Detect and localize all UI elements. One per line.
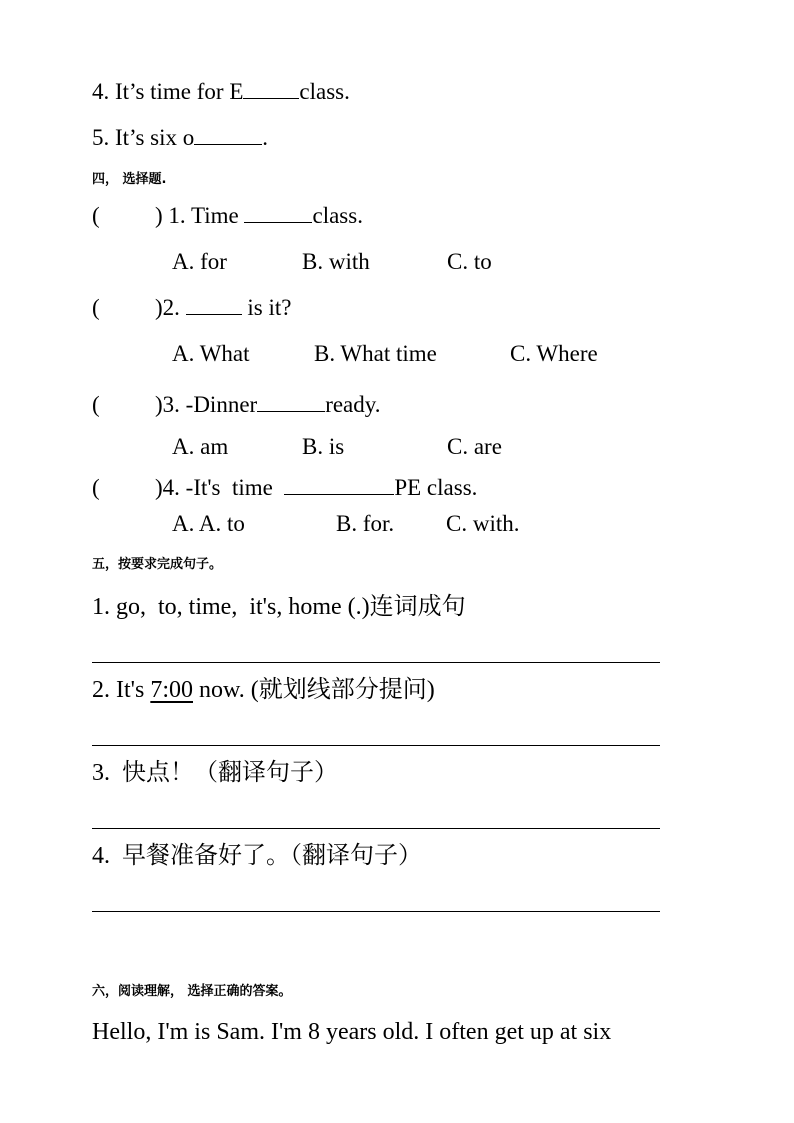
fill-in-question-4: 4. It’s time for E class.: [92, 79, 350, 104]
choice-question-1: ) 1. Time class.: [155, 203, 363, 228]
section-4-title: 四， 选择题.: [92, 172, 167, 187]
option-a[interactable]: A. for: [172, 249, 227, 274]
option-c[interactable]: C. Where: [510, 341, 598, 366]
answer-blank[interactable]: [257, 391, 325, 412]
option-b[interactable]: B. with: [302, 249, 370, 274]
sentence-task-2: 2. It's 7:00 now. (就划线部分提问): [92, 677, 435, 703]
choice-question-4: )4. -It's time PE class.: [155, 475, 478, 500]
answer-paren[interactable]: (: [92, 295, 100, 320]
sentence-task-4: 4. 早餐准备好了。（翻译句子）: [92, 843, 422, 869]
answer-blank[interactable]: [186, 294, 242, 315]
option-b[interactable]: B. for.: [336, 511, 395, 536]
answer-blank[interactable]: [284, 474, 394, 495]
option-a[interactable]: A. A. to: [172, 511, 245, 536]
sentence-task-3: 3. 快点！（翻译句子）: [92, 760, 338, 786]
answer-line[interactable]: [92, 662, 660, 663]
option-c[interactable]: C. are: [447, 434, 502, 459]
choice-question-2: )2. is it?: [155, 295, 292, 320]
answer-blank[interactable]: [244, 202, 312, 223]
fill-in-question-5: 5. It’s six o .: [92, 125, 268, 150]
reading-passage: Hello, I'm is Sam. I'm 8 years old. I often get up at six: [92, 1019, 612, 1045]
sentence-task-1: 1. go, to, time, it's, home (.)连词成句: [92, 594, 466, 620]
answer-blank[interactable]: [194, 124, 262, 145]
option-a[interactable]: A. What: [172, 341, 250, 366]
answer-paren[interactable]: (: [92, 203, 100, 228]
option-b[interactable]: B. is: [302, 434, 345, 459]
option-b[interactable]: B. What time: [314, 341, 437, 366]
answer-paren[interactable]: (: [92, 392, 100, 417]
option-a[interactable]: A. am: [172, 434, 229, 459]
answer-line[interactable]: [92, 828, 660, 829]
option-c[interactable]: C. to: [447, 249, 492, 274]
underlined-time: 7:00: [150, 677, 193, 703]
option-c[interactable]: C. with.: [446, 511, 520, 536]
answer-blank[interactable]: [243, 78, 299, 99]
answer-paren[interactable]: (: [92, 475, 100, 500]
section-6-title: 六，阅读理解， 选择正确的答案。: [92, 984, 292, 999]
answer-line[interactable]: [92, 911, 660, 912]
answer-line[interactable]: [92, 745, 660, 746]
choice-question-3: )3. -Dinner ready.: [155, 392, 381, 417]
section-5-title: 五，按要求完成句子。: [92, 557, 223, 572]
